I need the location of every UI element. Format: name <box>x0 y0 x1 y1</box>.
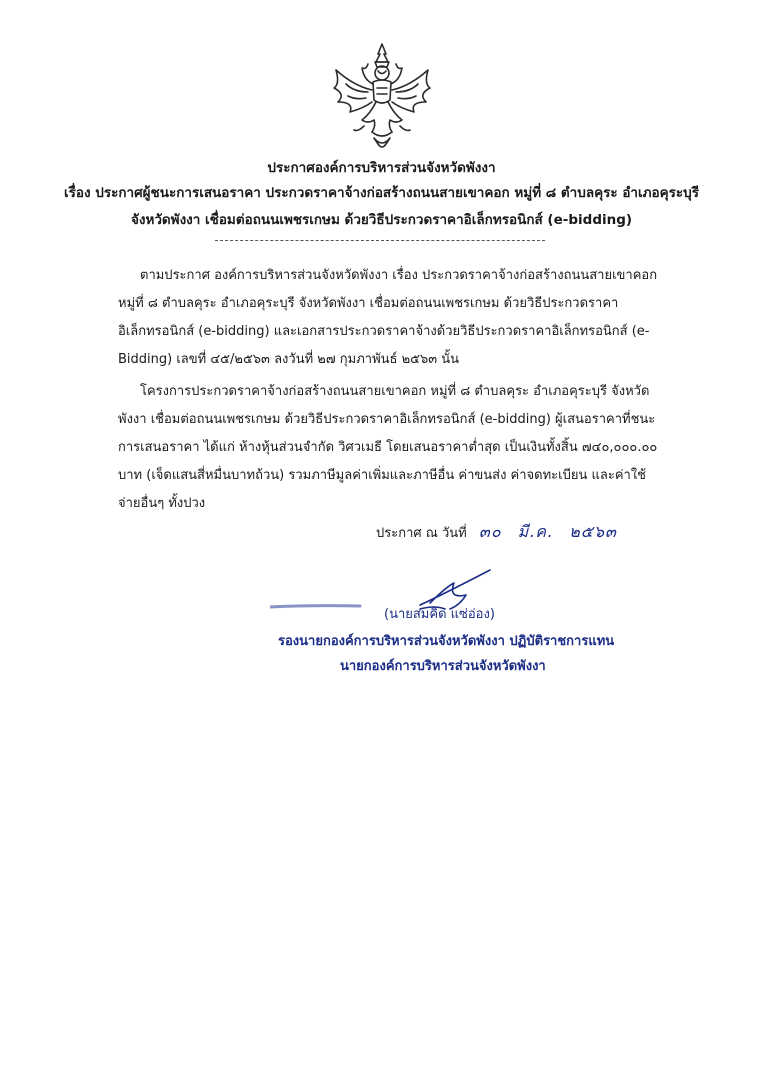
document-subject-line-1: เรื่อง ประกาศผู้ชนะการเสนอราคา ประกวดราคาจ้างก่อสร้างถนนสายเขาคอก หมู่ที่ ๘ ตำบลคุระ อำเภอคุระบุรี <box>63 185 699 201</box>
garuda-emblem-icon <box>328 40 436 152</box>
signatory-title-line-2: นายกองค์การบริหารส่วนจังหวัดพังงา <box>340 659 546 674</box>
date-day: ๓๐ <box>478 522 502 541</box>
body-paragraph-1: ตามประกาศ องค์การบริหารส่วนจังหวัดพังงา เรื่อง ประกวดราคาจ้างก่อสร้างถนนสายเขาคอก หมู่ที่ ๘ ตำบลคุระ อำเภอคุระบุรี จังหวัดพังงา เชื่อมต่อถนนเพชรเกษม ด้วยวิธีประกวดราคาอิเล็กทรอนิกส์ (e-bidding) และเอกสารประกวดราคาจ้างด้วยวิธีประกวดราคาอิเล็กทรอนิกส์ (e-Bidding) เลขที่ ๔๕/๒๕๖๓ ลงวันที่ ๒๗ กุมภาพันธ์ ๒๕๖๓ นั้น <box>118 268 658 367</box>
announcement-date-label: ประกาศ ณ วันที่ <box>376 526 467 541</box>
document-subject-line-2: จังหวัดพังงา เชื่อมต่อถนนเพชรเกษม ด้วยวิธีประกวดราคาอิเล็กทรอนิกส์ (e-bidding) <box>130 212 633 228</box>
signatory-name: (นายสมคิด แซ่อ่อง) <box>384 607 495 622</box>
date-year: ๒๕๖๓ <box>569 522 617 541</box>
separator-line <box>215 240 545 241</box>
body-paragraph-2: โครงการประกวดราคาจ้างก่อสร้างถนนสายเขาคอก หมู่ที่ ๘ ตำบลคุระ อำเภอคุระบุรี จังหวัดพังงา เชื่อมต่อถนนเพชรเกษม ด้วยวิธีประกวดราคาอิเล็กทรอนิกส์ (e-bidding) ผู้เสนอราคาที่ชนะการเสนอราคา ได้แก่ ห้างหุ้นส่วนจำกัด วิศวเมธี โดยเสนอราคาต่ำสุด เป็นเงินทั้งสิ้น ๗๔๐,๐๐๐.๐๐ บาท (เจ็ดแสนสี่หมื่นบาทถ้วน) รวมภาษีมูลค่าเพิ่มและภาษีอื่น ค่าขนส่ง ค่าจดทะเบียน และค่าใช้จ่ายอื่นๆ ทั้งปวง <box>118 384 658 511</box>
announcement-date <box>376 520 627 545</box>
signatory-title-line-1: รองนายกองค์การบริหารส่วนจังหวัดพังงา ปฏิบัติราชการแทน <box>278 634 615 649</box>
date-month: มี.ค. <box>517 522 554 541</box>
document-org-heading: ประกาศองค์การบริหารส่วนจังหวัดพังงา <box>267 160 496 176</box>
handwritten-date <box>479 522 627 541</box>
